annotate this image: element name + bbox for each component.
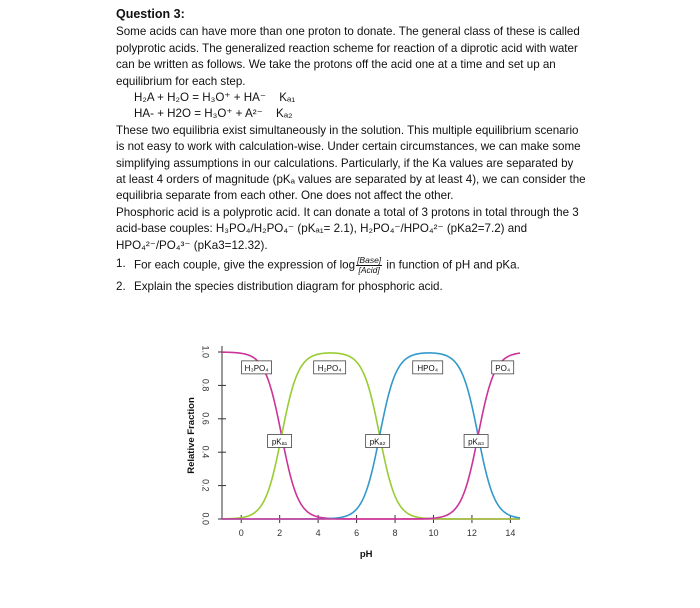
x-tick-label: 2 [277,528,283,538]
y-tick-label: 0.4 [200,445,211,459]
phosphoric-paragraph: Phosphoric acid is a polyprotic acid. It can donate a total of 3 protons in total through the 3 acid-base couples: H₃PO₄/H₂PO₄⁻ (pKₐ₁= 2.1), H₂PO₄⁻/HPO₄²⁻ (pKa2=7.2) and HPO₄²⁻/PO₄³⁻ (pKa3=12.32). [116,205,579,252]
item-2-text: Explain the species distribution diagram for phosphoric acid. [134,280,443,294]
y-axis-label: Relative Fraction [186,397,197,474]
label-pka1: pKₐ₁ [271,437,288,447]
equilibria-paragraph: These two equilibria exist simultaneously in the solution. This multiple equilibrium scenario is not easy to work with calculation-wise. Under certain circumstances, we can make some simplifying assumptions in our calculations. Particularly, if the Ka values are separated by at least 4 orders of magnitude (pKₐ values are separated by at least 4), we can consider the equilibria separate from each other. One does not affect the other. [116,123,586,203]
item-1-post: in function of pH and pKa. [386,258,520,272]
y-tick-label: 0.8 [200,378,211,392]
y-tick-label: 1.0 [200,345,211,358]
question-item-1 [116,256,586,275]
item-2-number: 2. [116,280,126,294]
label-h3po4: H₃PO₄ [244,363,269,373]
equation-1 [116,90,586,106]
x-axis-label: pH [359,549,373,560]
equation-2 [116,106,586,122]
fraction-denominator: [Acid] [358,265,380,276]
x-tick-label: 6 [354,528,360,538]
intro-paragraph: Some acids can have more than one proton to donate. The general class of these is called polyprotic acids. The generalized reaction scheme for reaction of a diprotic acid with water can be written as follows. We take the protons off the acid one at a time and set up an equilibrium for each step. [116,25,580,88]
y-tick-label: 0.6 [200,412,211,425]
item-1-pre: For each couple, give the expression of log [134,258,356,272]
x-tick-label: 14 [505,528,516,538]
x-tick-label: 8 [392,528,398,538]
equation-1-constant: Kₐ₁ [279,91,296,105]
fraction-numerator: [Base] [357,255,382,266]
question-item-2 [116,279,586,295]
equation-2-constant: Kₐ₂ [275,107,293,121]
x-tick-label: 10 [428,528,439,538]
label-hpo4: HPO₄ [417,363,439,373]
item-1-number: 1. [116,257,126,271]
label-po4: PO₄ [495,363,511,373]
question-document [116,6,586,296]
x-tick-label: 0 [238,528,244,538]
label-pka3: pKₐ₃ [468,437,485,447]
species-distribution-chart [180,340,525,565]
chart-svg [180,340,525,565]
question-title: Question 3: [116,7,185,21]
y-tick-label: 0.0 [200,512,211,525]
x-tick-label: 4 [315,528,321,538]
label-pka2: pKₐ₂ [369,437,386,447]
y-tick-label: 0.2 [200,479,211,492]
equation-1-text: H₂A + H₂O = H₃O⁺ + HA⁻ [134,91,266,105]
label-h2po4: H₂PO₄ [317,363,342,373]
base-acid-fraction [356,256,382,275]
x-tick-label: 12 [466,528,477,538]
item-1-text [134,256,520,275]
equation-2-text: HA- + H2O = H₃O⁺ + A²⁻ [134,107,263,121]
